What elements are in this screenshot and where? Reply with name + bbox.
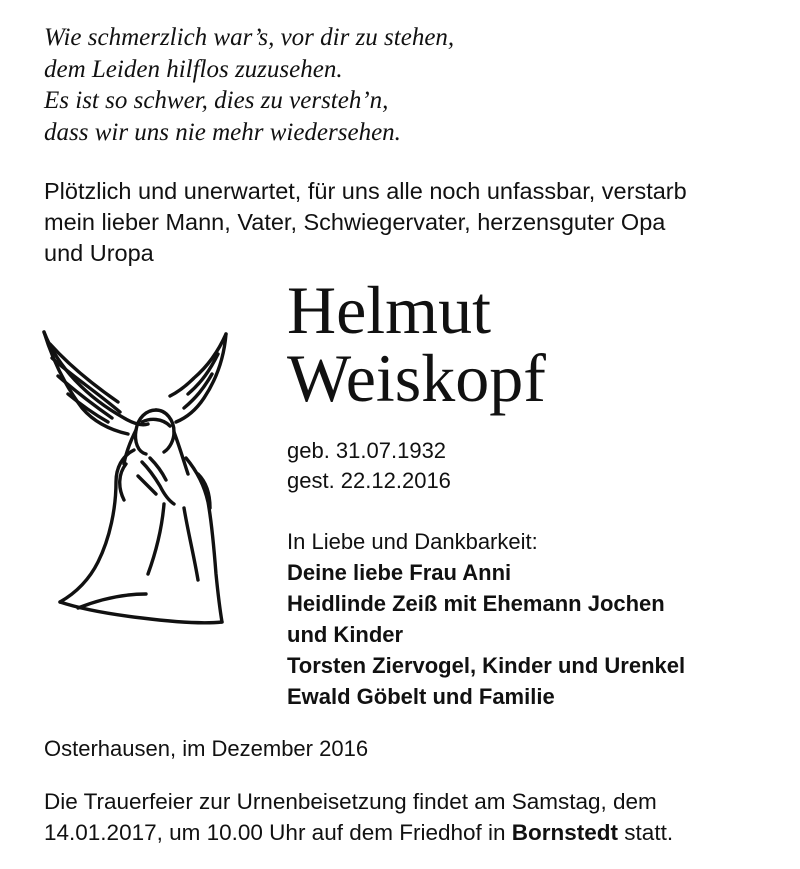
mourners-block — [287, 526, 685, 712]
intro-text — [44, 176, 764, 269]
poem-line: dass wir uns nie mehr wiedersehen. — [44, 118, 401, 146]
intro-line: Plötzlich und unerwartet, für uns alle noch unfassbar, verstarb — [44, 178, 687, 204]
deceased-name — [287, 272, 546, 416]
poem — [44, 22, 744, 148]
birth-date: geb. 31.07.1932 — [287, 438, 447, 463]
intro-line: und Uropa — [44, 240, 154, 266]
funeral-date-time: 14.01.2017, um 10.00 Uhr auf dem Friedhof in — [44, 820, 512, 845]
life-dates — [287, 436, 451, 496]
death-date: gest. 22.12.2016 — [287, 468, 451, 493]
mourner-line: Deine liebe Frau Anni — [287, 560, 512, 585]
poem-line: Es ist so schwer, dies zu versteh’n, — [44, 87, 389, 114]
mourner-line: Ewald Göbelt und Familie — [287, 684, 555, 709]
mourner-line: Heidlinde Zeiß mit Ehemann Jochen — [287, 591, 665, 616]
funeral-location: Bornstedt — [511, 820, 619, 845]
mourner-line: Torsten Ziervogel, Kinder und Urenkel — [287, 653, 686, 678]
poem-line: Wie schmerzlich war’s, vor dir zu stehen, — [44, 24, 455, 51]
angel-icon — [38, 318, 238, 640]
funeral-info — [44, 786, 673, 848]
mourners-heading: In Liebe und Dankbarkeit: — [287, 529, 538, 554]
intro-line: mein lieber Mann, Vater, Schwiegervater, herzensguter Opa — [44, 209, 666, 235]
poem-line: dem Leiden hilflos zuzusehen. — [44, 55, 343, 83]
last-name: Weiskopf — [287, 340, 546, 416]
funeral-line — [44, 817, 673, 848]
mourner-line: und Kinder — [287, 622, 404, 647]
funeral-line: Die Trauerfeier zur Urnenbeisetzung findet am Samstag, dem — [44, 789, 657, 814]
place-and-date: Osterhausen, im Dezember 2016 — [44, 736, 369, 761]
funeral-line-end: statt. — [618, 820, 674, 845]
first-name: Helmut — [287, 272, 491, 348]
